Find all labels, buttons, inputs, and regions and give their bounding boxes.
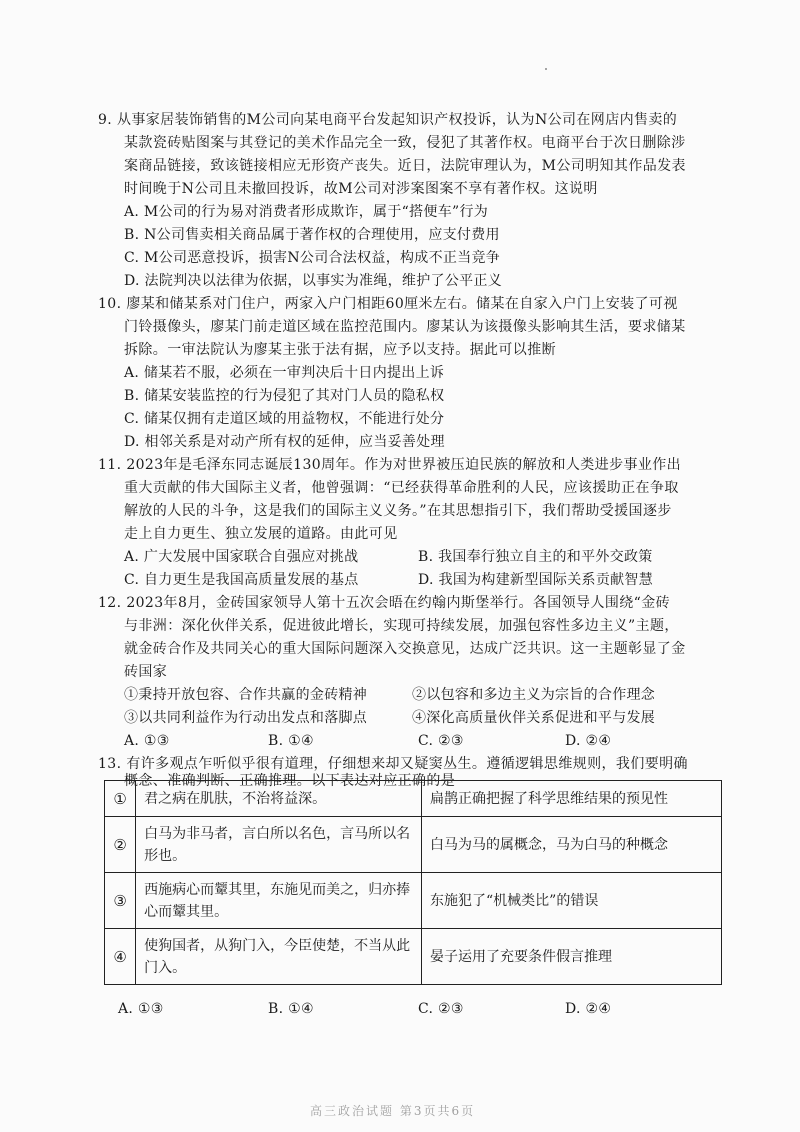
table-row-number: ②	[105, 817, 136, 873]
question-12-line-2: 与非洲：深化伙伴关系，促进彼此增长，实现可持续发展，加强包容性多边主义”主题，	[124, 618, 679, 634]
question-13-option-d: D. ②④	[565, 1001, 612, 1017]
question-12-option-b: B. ①④	[268, 733, 314, 749]
question-10-line-2: 门铃摄像头，廖某门前走道区域在监控范围内。廖某认为该摄像头影响其生活，要求储某	[124, 319, 686, 335]
question-12-option-d: D. ②④	[565, 733, 612, 749]
page-footer: 高三政治试题 第3页共6页	[310, 1104, 476, 1118]
question-10-option-c: C. 储某仅拥有走道区域的用益物权，不能进行处分	[124, 411, 445, 427]
table-row-statement: 君之病在肌肤，不治将益深。	[136, 781, 422, 817]
table-row	[105, 781, 722, 817]
question-11-line-1: 11. 2023年是毛泽东同志诞辰130周年。作为对世界被压迫民族的解放和人类进步事业作出	[98, 457, 682, 473]
question-12-option-a: A. ①③	[124, 733, 170, 749]
table-row-statement: 白马为非马者，言白所以名色，言马所以名形也。	[136, 817, 422, 873]
question-12-option-c: C. ②③	[418, 733, 464, 749]
table-row-statement: 西施病心而颦其里，东施见而美之，归亦捧心而颦其里。	[136, 873, 422, 929]
question-10-option-b: B. 储某安装监控的行为侵犯了其对门人员的隐私权	[124, 388, 445, 404]
question-13-option-b: B. ①④	[268, 1001, 314, 1017]
question-9-line-2: 某款瓷砖贴图案与其登记的美术作品完全一致，侵犯了其著作权。电商平台于次日删除涉	[124, 135, 686, 151]
question-9-line-4: 时间晚于N公司且未撤回投诉，故M公司对涉案图案不享有著作权。这说明	[124, 181, 598, 197]
question-13-option-a: A. ①③	[118, 1001, 164, 1017]
question-9-option-d: D. 法院判决以法律为依据，以事实为准绳，维护了公平正义	[124, 273, 503, 289]
question-10-option-d: D. 相邻关系是对动产所有权的延伸，应当妥善处理	[124, 434, 445, 450]
question-9-option-b: B. N公司售卖相关商品属于著作权的合理使用，应支付费用	[124, 227, 500, 243]
question-9-line-3: 案商品链接，致该链接相应无形资产丧失。近日，法院审理认为，M公司明知其作品发表	[124, 158, 686, 174]
table-row-number: ④	[105, 929, 136, 985]
question-12-line-4: 砖国家	[124, 664, 168, 680]
question-12-statement-2: ②以包容和多边主义为宗旨的合作理念	[412, 687, 656, 703]
table-row-number: ③	[105, 873, 136, 929]
table-row	[105, 873, 722, 929]
table-row-analysis: 扁鹊正确把握了科学思维结果的预见性	[422, 781, 722, 817]
question-11-line-3: 解放的人民的斗争，这是我们的国际主义义务。”在其思想指引下，我们帮助受援国逐步	[124, 503, 672, 519]
question-10-option-a: A. 储某若不服，必须在一审判决后十日内提出上诉	[124, 365, 445, 381]
question-12-line-3: 就金砖合作及共同关心的重大国际问题深入交换意见，达成广泛共识。这一主题彰显了金	[124, 641, 686, 657]
question-9-option-a: A. M公司的行为易对消费者形成欺诈，属于“搭便车”行为	[124, 204, 489, 220]
question-11-option-c: C. 自力更生是我国高质量发展的基点	[124, 572, 359, 588]
question-11-line-2: 重大贡献的伟大国际主义者，他曾强调：“已经获得革命胜利的人民，应该援助正在争取	[124, 480, 679, 496]
question-10-line-1: 10. 廖某和储某系对门住户，两家入户门相距60厘米左右。储某在自家入户门上安装了可视	[98, 296, 678, 312]
question-11-option-d: D. 我国为构建新型国际关系贡献智慧	[418, 572, 654, 588]
question-11-option-b: B. 我国奉行独立自主的和平外交政策	[418, 549, 653, 565]
table-row-analysis: 东施犯了“机械类比”的错误	[422, 873, 722, 929]
question-11-option-a: A. 广大发展中国家联合自强应对挑战	[124, 549, 359, 565]
question-12-statement-3: ③以共同利益作为行动出发点和落脚点	[124, 710, 368, 726]
question-13-table	[104, 780, 722, 985]
table-row-analysis: 晏子运用了充要条件假言推理	[422, 929, 722, 985]
table-row-number: ①	[105, 781, 136, 817]
question-9-option-c: C. M公司恶意投诉，损害N公司合法权益，构成不正当竞争	[124, 250, 501, 266]
question-12-statement-1: ①秉持开放包容、合作共赢的金砖精神	[124, 687, 368, 703]
question-9-line-1: 9. 从事家居装饰销售的M公司向某电商平台发起知识产权投诉，认为N公司在网店内售卖的	[98, 112, 678, 128]
scan-speck	[545, 68, 547, 70]
table-row	[105, 817, 722, 873]
question-13-option-c: C. ②③	[418, 1001, 464, 1017]
table-row-statement: 使狗国者，从狗门入，今臣使楚，不当从此门入。	[136, 929, 422, 985]
question-13-line-1: 13. 有许多观点乍听似乎很有道理，仔细想来却又疑窦丛生。遵循逻辑思维规则，我们要明确	[98, 756, 688, 772]
table-row-analysis: 白马为马的属概念，马为白马的种概念	[422, 817, 722, 873]
question-10-line-3: 拆除。一审法院认为廖某主张于法有据，应予以支持。据此可以推断	[124, 342, 556, 358]
table-row	[105, 929, 722, 985]
question-11-line-4: 走上自力更生、独立发展的道路。由此可见	[124, 526, 398, 542]
question-12-line-1: 12. 2023年8月，金砖国家领导人第十五次会晤在约翰内斯堡举行。各国领导人围绕“金砖	[98, 595, 671, 611]
question-12-statement-4: ④深化高质量伙伴关系促进和平与发展	[412, 710, 656, 726]
question-13-line-2: 概念、准确判断、正确推理。以下表达对应正确的是	[124, 773, 456, 789]
